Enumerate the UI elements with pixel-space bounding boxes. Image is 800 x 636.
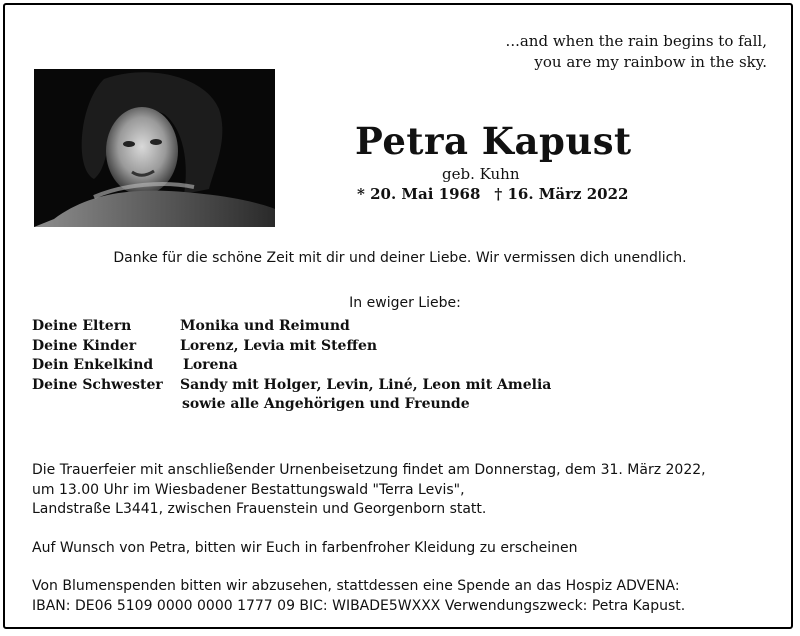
portrait-photo <box>34 69 275 227</box>
eternal-love-heading: In ewiger Liebe: <box>349 295 461 311</box>
family-relation: Dein Enkelkind <box>32 357 154 373</box>
family-extra: sowie alle Angehörigen und Freunde <box>182 396 470 412</box>
dress-request: Auf Wunsch von Petra, bitten wir Euch in farbenfroher Kleidung zu erscheinen <box>32 539 578 556</box>
deceased-name: Petra Kapust <box>355 119 632 163</box>
family-relation: Deine Eltern <box>32 318 132 334</box>
death-date: † 16. März 2022 <box>494 185 629 203</box>
family-row <box>32 376 551 396</box>
family-list <box>32 317 551 415</box>
ceremony-line-1: Die Trauerfeier mit anschließender Urnenbeisetzung findet am Donnerstag, dem 31. März 2022, <box>32 462 706 478</box>
family-names: Lorena <box>183 357 238 373</box>
family-relation: Deine Kinder <box>32 337 137 354</box>
portrait-image <box>34 69 275 227</box>
family-names: Sandy mit Holger, Levin, Liné, Leon mit Amelia <box>180 376 552 393</box>
quote-line-2: you are my rainbow in the sky. <box>534 53 767 71</box>
family-names: Monika und Reimund <box>180 318 350 334</box>
thanks-message: Danke für die schöne Zeit mit dir und deiner Liebe. Wir vermissen dich unendlich. <box>113 250 687 266</box>
family-row <box>32 337 551 357</box>
birth-date: * 20. Mai 1968 <box>357 185 481 203</box>
family-names: Lorenz, Levia mit Steffen <box>180 337 378 354</box>
quote-line-1: ...and when the rain begins to fall, <box>505 32 767 50</box>
ceremony-line-2: um 13.00 Uhr im Wiesbadener Bestattungswald "Terra Levis", <box>32 481 465 498</box>
ceremony-line-3: Landstraße L3441, zwischen Frauenstein und Georgenborn statt. <box>32 501 487 517</box>
birth-name: geb. Kuhn <box>442 165 520 183</box>
family-row <box>32 317 551 337</box>
donation-line-2: IBAN: DE06 5109 0000 0000 1777 09 BIC: WIBADE5WXXX Verwendungszweck: Petra Kapust. <box>32 597 686 614</box>
donation-line-1: Von Blumenspenden bitten wir abzusehen, stattdessen eine Spende an das Hospiz ADVENA: <box>32 578 680 594</box>
epigraph-quote <box>506 31 767 73</box>
obituary-notice <box>3 3 793 629</box>
family-row <box>32 356 551 376</box>
family-relation: Deine Schwester <box>32 376 163 393</box>
ceremony-details <box>32 461 782 616</box>
life-dates <box>357 185 629 203</box>
